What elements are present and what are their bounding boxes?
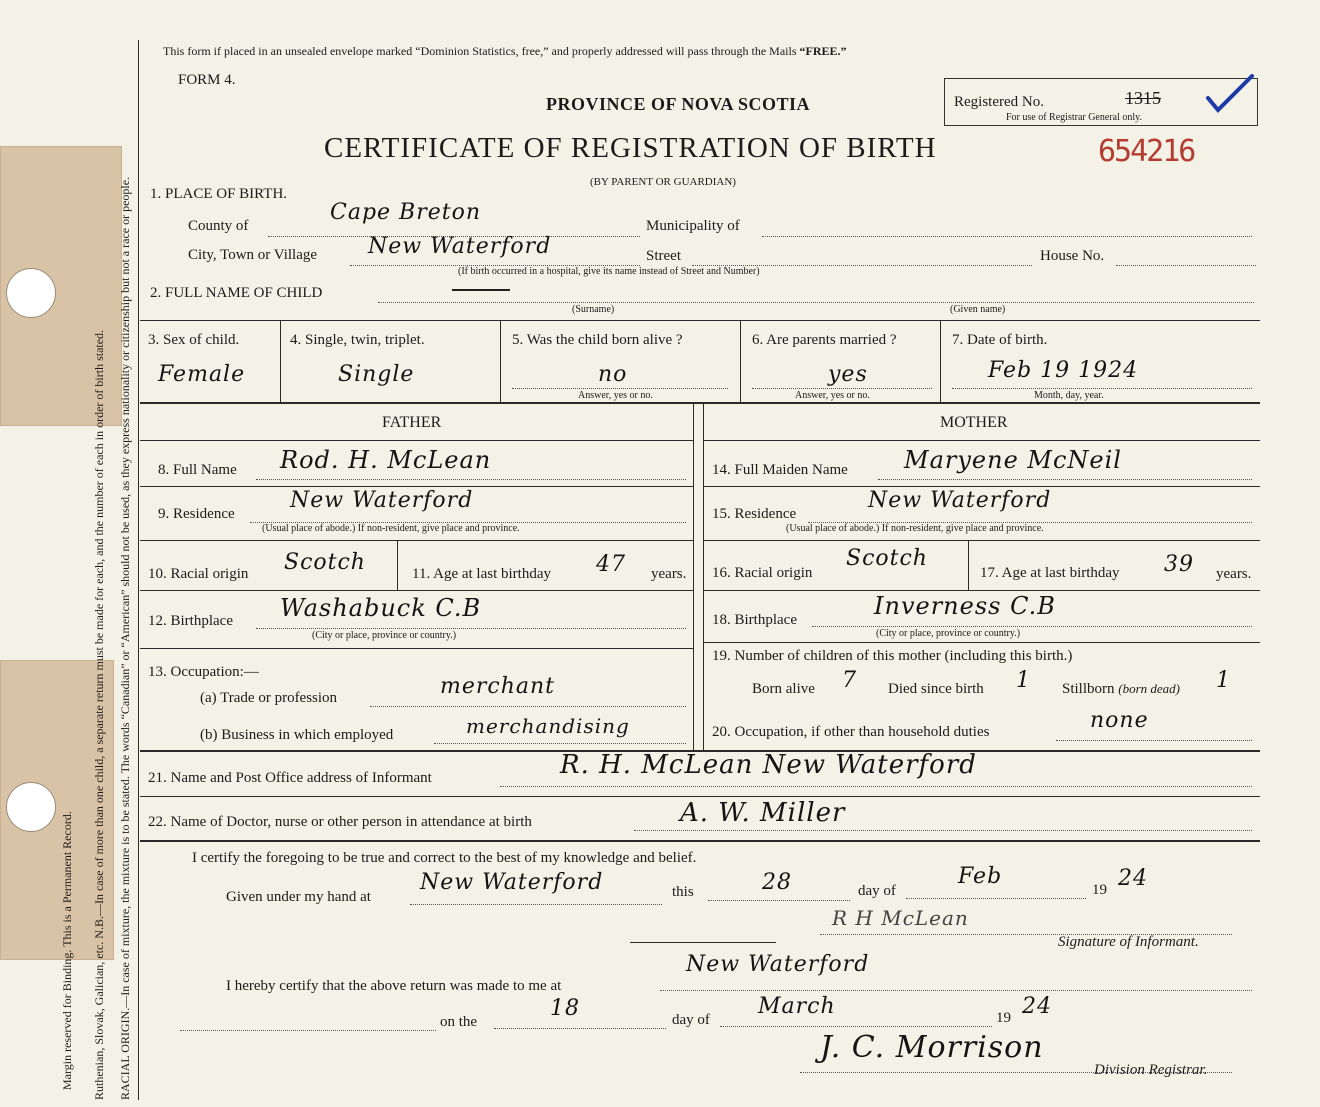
rule-registrar-separator <box>630 942 776 943</box>
father-trade-label: (a) Trade or profession <box>200 690 338 706</box>
father-birthplace-label: 12. Birthplace <box>148 613 233 629</box>
rule-f10-divider <box>397 540 398 590</box>
father-trade-value: merchant <box>440 674 556 699</box>
rule-child-col4 <box>940 320 941 402</box>
cert-day-of-label: day of <box>858 883 896 899</box>
municipality-label: Municipality of <box>646 218 740 234</box>
informant-label: 21. Name and Post Office address of Informant <box>148 770 432 786</box>
rule-parents-top <box>140 402 1260 404</box>
mother-birthplace-line <box>812 626 1252 627</box>
rule-f10 <box>140 590 693 591</box>
mother-residence-note: (Usual place of abode.) If non-resident, give place and province. <box>786 523 1044 534</box>
given-name-note: (Given name) <box>950 304 1006 315</box>
married-value: yes <box>828 362 868 387</box>
mother-residence-value: New Waterford <box>868 488 1052 513</box>
dob-value: Feb 19 1924 <box>988 358 1139 383</box>
stamp-number: 654216 <box>1098 134 1195 169</box>
province-heading: PROVINCE OF NOVA SCOTIA <box>546 94 811 114</box>
registrar-signature-label: Division Registrar. <box>1094 1062 1208 1078</box>
certificate-subtitle: (BY PARENT OR GUARDIAN) <box>590 176 736 188</box>
hospital-note: (If birth occurred in a hospital, give its name instead of Street and Number) <box>458 266 760 277</box>
registered-value: 1315 <box>1125 88 1161 108</box>
father-occupation-label: 13. Occupation:— <box>148 664 259 680</box>
alive-value: no <box>598 362 628 387</box>
alive-line <box>512 388 728 389</box>
sex-value: Female <box>158 362 246 387</box>
mother-occupation-line <box>1056 740 1252 741</box>
registrar-place-line <box>660 990 1252 991</box>
rule-22 <box>140 840 1260 842</box>
died-since-value: 1 <box>1016 668 1031 693</box>
mother-children-label: 19. Number of children of this mother (including this birth.) <box>712 648 1073 664</box>
given-under-label: Given under my hand at <box>226 889 371 905</box>
stillborn-note: (born dead) <box>1118 681 1181 696</box>
mother-occupation-label: 20. Occupation, if other than household duties <box>712 724 990 740</box>
margin-text-racial: RACIAL ORIGIN.—In case of mixture, the mixture is to be stated. The words “Canadian” or “American” should not be used, as they express nationality or citizenship but not a race or people. <box>118 176 132 1100</box>
single-value: Single <box>338 362 415 387</box>
stillborn-value: 1 <box>1216 668 1231 693</box>
married-line <box>752 388 932 389</box>
registrar-month-line <box>720 1026 992 1027</box>
single-label: 4. Single, twin, triplet. <box>290 332 425 348</box>
house-line <box>1116 265 1256 266</box>
mail-notice <box>163 44 847 59</box>
informant-signature-label: Signature of Informant. <box>1058 934 1199 950</box>
registrar-day-value: 18 <box>550 996 580 1021</box>
mother-birthplace-note: (City or place, province or country.) <box>876 628 1021 639</box>
stillborn-label-text: Stillborn <box>1062 681 1115 697</box>
father-age-label: 11. Age at last birthday <box>412 566 551 582</box>
mother-age-value: 39 <box>1164 552 1194 577</box>
registered-label: Registered No. <box>954 94 1044 110</box>
rule-child-top <box>140 320 1260 321</box>
sex-label: 3. Sex of child. <box>148 332 240 348</box>
registrar-place-value: New Waterford <box>686 952 870 977</box>
mother-birthplace-value: Inverness C.B <box>874 592 1056 620</box>
rule-parents-divider-right <box>703 402 704 750</box>
certify-text: I certify the foregoing to be true and correct to the best of my knowledge and belief. <box>192 850 697 866</box>
doctor-label: 22. Name of Doctor, nurse or other person in attendance at birth <box>148 814 532 830</box>
father-birthplace-note: (City or place, province or country.) <box>312 630 457 641</box>
informant-value: R. H. McLean New Waterford <box>560 750 977 780</box>
dob-note: Month, day, year. <box>1034 390 1104 401</box>
rule-f9 <box>140 540 693 541</box>
father-name-label: 8. Full Name <box>158 462 237 478</box>
checkmark-icon <box>1200 70 1260 120</box>
mother-name-value: Maryene McNeil <box>904 446 1122 474</box>
cert-month-line <box>906 898 1086 899</box>
registrar-day-line <box>494 1028 666 1029</box>
rule-f8 <box>140 486 693 487</box>
surname-note: (Surname) <box>572 304 615 315</box>
father-residence-note: (Usual place of abode.) If non-resident, give place and province. <box>262 523 520 534</box>
alive-note: Answer, yes or no. <box>578 390 653 401</box>
rule-f12 <box>140 648 693 649</box>
dob-label: 7. Date of birth. <box>952 332 1048 348</box>
rule-m16-divider <box>968 540 969 590</box>
registrar-day-of-label: day of <box>672 1012 710 1028</box>
dob-line <box>952 388 1252 389</box>
alive-label: 5. Was the child born alive ? <box>512 332 683 348</box>
informant-line <box>500 786 1252 787</box>
registrar-year-value: 24 <box>1022 994 1052 1019</box>
rule-parents-divider-left <box>693 402 694 750</box>
mother-residence-label: 15. Residence <box>712 506 797 522</box>
on-the-lead-line <box>180 1030 436 1031</box>
mother-heading: MOTHER <box>940 414 1008 431</box>
died-since-label: Died since birth <box>888 681 984 697</box>
registrar-month-value: March <box>758 994 836 1019</box>
binder-hole-top <box>6 268 56 318</box>
father-heading: FATHER <box>382 414 442 431</box>
rule-heading-left <box>140 440 693 441</box>
place-section-label: 1. PLACE OF BIRTH. <box>150 186 288 202</box>
father-trade-line <box>370 706 686 707</box>
father-residence-value: New Waterford <box>290 488 474 513</box>
rule-m16 <box>703 590 1260 591</box>
rule-m15 <box>703 540 1260 541</box>
form-number: FORM 4. <box>178 72 236 88</box>
doctor-line <box>634 830 1252 831</box>
mother-name-label: 14. Full Maiden Name <box>712 462 848 478</box>
county-label: County of <box>188 218 249 234</box>
registrar-signature: J. C. Morrison <box>820 1030 1044 1065</box>
father-business-label: (b) Business in which employed <box>200 727 394 743</box>
binder-hole-bottom <box>6 782 56 832</box>
mail-notice-free: “FREE.” <box>799 44 847 58</box>
rule-m14 <box>703 486 1260 487</box>
cert-day-line <box>708 900 850 901</box>
married-label: 6. Are parents married ? <box>752 332 897 348</box>
mother-race-label: 16. Racial origin <box>712 565 813 581</box>
mother-years: years. <box>1216 566 1252 582</box>
father-residence-label: 9. Residence <box>158 506 235 522</box>
rule-child-col2 <box>500 320 501 402</box>
cert-year-prefix: 19 <box>1092 882 1107 898</box>
cert-year-value: 24 <box>1118 866 1148 891</box>
mother-name-line <box>878 479 1252 480</box>
this-label: this <box>672 884 694 900</box>
child-name-pen-stroke <box>452 289 510 291</box>
mother-birthplace-label: 18. Birthplace <box>712 612 797 628</box>
registrar-note: For use of Registrar General only. <box>1006 112 1142 123</box>
given-place-value: New Waterford <box>420 870 604 895</box>
informant-signature: R H McLean <box>832 906 969 930</box>
mother-age-label: 17. Age at last birthday <box>980 565 1120 581</box>
on-the-label: on the <box>440 1014 478 1030</box>
house-label: House No. <box>1040 248 1105 264</box>
rule-child-col3 <box>740 320 741 402</box>
married-note: Answer, yes or no. <box>795 390 870 401</box>
stillborn-label <box>1062 681 1180 698</box>
doctor-value: A. W. Miller <box>680 798 846 828</box>
father-years: years. <box>651 566 687 582</box>
form-left-rule <box>138 40 139 1100</box>
street-label: Street <box>646 248 681 264</box>
father-race-label: 10. Racial origin <box>148 566 249 582</box>
mother-race-value: Scotch <box>846 546 928 571</box>
margin-text-nb: Ruthenian, Slovak, Galician, etc. N.B.—In case of more than one child, a separate return must be made for each, and the number of each in order of birth stated. <box>92 329 106 1100</box>
father-birthplace-line <box>256 628 686 629</box>
rule-m18 <box>703 642 1260 643</box>
county-value: Cape Breton <box>330 200 482 225</box>
rule-heading-right <box>703 440 1260 441</box>
father-name-line <box>256 479 686 480</box>
cert-month-value: Feb <box>958 864 1003 889</box>
mother-occupation-value: none <box>1090 708 1149 733</box>
child-name-line <box>378 302 1254 303</box>
father-age-value: 47 <box>596 552 626 577</box>
given-place-line <box>410 904 662 905</box>
father-name-value: Rod. H. McLean <box>280 446 492 474</box>
certificate-title: CERTIFICATE OF REGISTRATION OF BIRTH <box>324 132 937 164</box>
father-race-value: Scotch <box>284 550 366 575</box>
city-label: City, Town or Village <box>188 247 318 263</box>
father-birthplace-value: Washabuck C.B <box>280 594 482 622</box>
child-name-label: 2. FULL NAME OF CHILD <box>150 285 323 301</box>
born-alive-value: 7 <box>842 668 857 693</box>
registrar-certify-text: I hereby certify that the above return was made to me at <box>226 978 562 994</box>
cert-day-value: 28 <box>762 870 792 895</box>
city-value: New Waterford <box>368 234 552 259</box>
rule-child-col1 <box>280 320 281 402</box>
margin-text-binding: Margin reserved for Binding. This is a Permanent Record. <box>60 811 74 1090</box>
mail-notice-text: This form if placed in an unsealed envelope marked “Dominion Statistics, free,” and properly addressed will pass through the Mails <box>163 44 800 58</box>
father-business-value: merchandising <box>466 714 630 738</box>
father-business-line <box>434 743 686 744</box>
registrar-year-prefix: 19 <box>996 1010 1011 1026</box>
born-alive-label: Born alive <box>752 681 815 697</box>
rule-21 <box>140 796 1260 797</box>
municipality-line <box>762 236 1252 237</box>
